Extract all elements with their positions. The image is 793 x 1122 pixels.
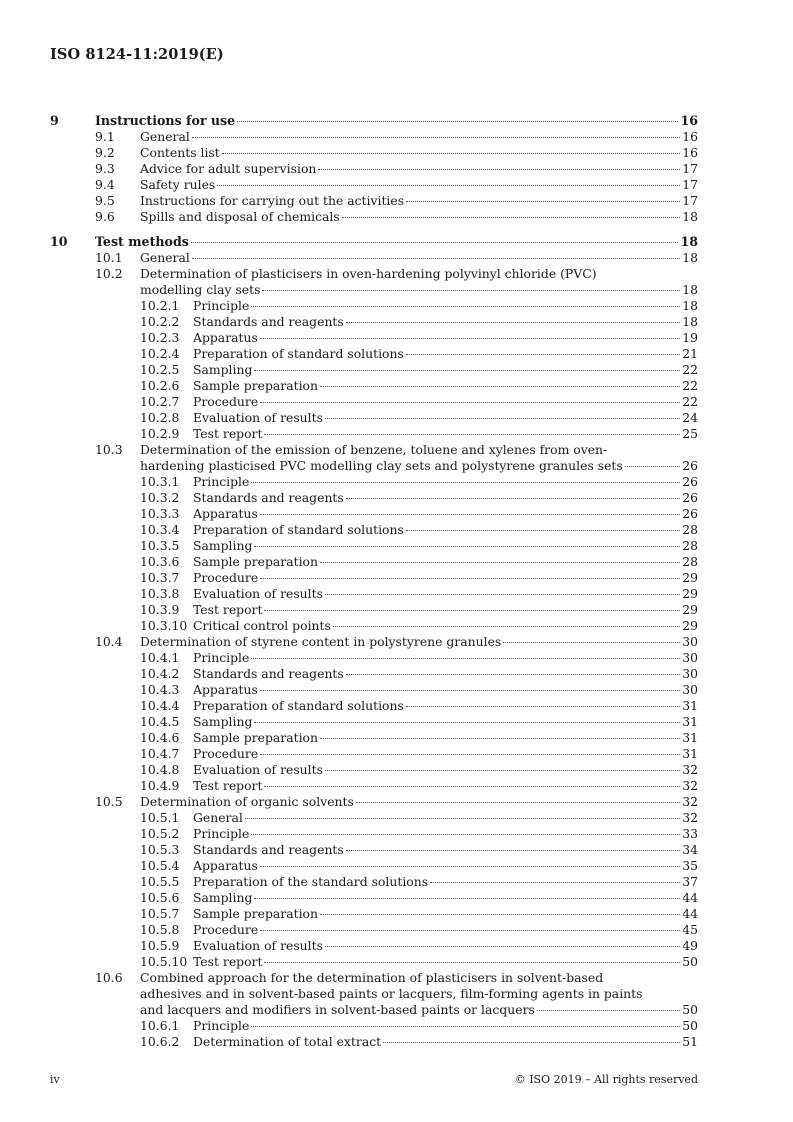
toc-entry[interactable] xyxy=(0,586,793,602)
toc-entry-page: 31 xyxy=(682,730,698,745)
toc-leader-dots xyxy=(262,290,680,291)
toc-entry[interactable] xyxy=(0,193,793,209)
toc-entry[interactable] xyxy=(0,410,793,426)
toc-entry-number: 10.4.2 xyxy=(140,666,180,681)
toc-leader-dots xyxy=(191,242,679,243)
toc-entry-title: Apparatus xyxy=(193,330,258,345)
toc-entry[interactable] xyxy=(0,426,793,442)
toc-entry-number: 10.3.10 xyxy=(140,618,188,633)
toc-entry[interactable] xyxy=(0,570,793,586)
toc-leader-dots xyxy=(342,217,680,218)
toc-entry-number: 10.2.2 xyxy=(140,314,180,329)
toc-entry-title: General xyxy=(193,810,243,825)
toc-entry[interactable] xyxy=(0,794,793,810)
toc-entry-page: 51 xyxy=(682,1034,698,1049)
toc-entry[interactable] xyxy=(0,113,793,129)
toc-entry[interactable] xyxy=(0,810,793,826)
toc-entry-title: Sample preparation xyxy=(193,730,318,745)
toc-entry[interactable] xyxy=(0,970,793,986)
toc-leader-dots xyxy=(406,201,680,202)
toc-entry-number: 9.4 xyxy=(95,177,115,192)
toc-entry[interactable] xyxy=(0,698,793,714)
toc-entry-page: 50 xyxy=(682,954,698,969)
toc-entry-number: 9.1 xyxy=(95,129,115,144)
toc-entry-number: 10.4.3 xyxy=(140,682,180,697)
toc-leader-dots xyxy=(260,578,680,579)
toc-entry-page: 16 xyxy=(680,113,698,128)
toc-entry-page: 30 xyxy=(682,634,698,649)
toc-leader-dots xyxy=(260,930,680,931)
toc-entry[interactable] xyxy=(0,858,793,874)
toc-leader-dots xyxy=(260,754,680,755)
toc-entry[interactable] xyxy=(0,938,793,954)
toc-entry-number: 9 xyxy=(50,113,59,128)
toc-leader-dots xyxy=(251,482,680,483)
toc-entry-number: 10.2.4 xyxy=(140,346,180,361)
toc-entry-title: Principle xyxy=(193,826,250,841)
toc-entry[interactable] xyxy=(0,874,793,890)
toc-entry-title: General xyxy=(140,250,190,265)
toc-entry-title: Determination of plasticisers in oven-hardening polyvinyl chloride (PVC) xyxy=(140,266,597,281)
toc-entry-title: Procedure xyxy=(193,922,259,937)
toc-entry-title: and lacquers and modifiers in solvent-based paints or lacquers xyxy=(140,1002,535,1017)
toc-entry-title: Preparation of the standard solutions xyxy=(193,874,429,889)
toc-entry-title: Apparatus xyxy=(193,506,258,521)
toc-entry-page: 45 xyxy=(682,922,698,937)
toc-entry-number: 10.3.7 xyxy=(140,570,180,585)
toc-leader-dots xyxy=(625,466,680,467)
toc-entry-number: 10.3.1 xyxy=(140,474,180,489)
toc-entry-title: adhesives and in solvent-based paints or lacquers, film-forming agents in paints xyxy=(140,986,643,1001)
toc-leader-dots xyxy=(346,674,680,675)
toc-leader-dots xyxy=(346,498,680,499)
toc-entry-page: 26 xyxy=(682,474,698,489)
toc-entry[interactable] xyxy=(0,538,793,554)
toc-entry-page: 21 xyxy=(682,346,698,361)
toc-entry-page: 17 xyxy=(682,193,698,208)
toc-leader-dots xyxy=(264,786,680,787)
toc-leader-dots xyxy=(251,834,680,835)
toc-leader-dots xyxy=(320,738,680,739)
toc-entry-page: 17 xyxy=(682,161,698,176)
toc-leader-dots xyxy=(260,402,680,403)
toc-leader-dots xyxy=(333,626,680,627)
toc-entry-page: 29 xyxy=(682,602,698,617)
toc-entry-title: Sampling xyxy=(193,714,253,729)
toc-entry-page: 16 xyxy=(682,129,698,144)
toc-entry-number: 10.2.5 xyxy=(140,362,180,377)
toc-leader-dots xyxy=(537,1010,680,1011)
toc-entry[interactable] xyxy=(0,209,793,225)
toc-entry-title: Sample preparation xyxy=(193,378,318,393)
toc-entry-title: Procedure xyxy=(193,394,259,409)
toc-entry-number: 10.6 xyxy=(95,970,123,985)
toc-entry[interactable] xyxy=(0,602,793,618)
toc-entry-page: 24 xyxy=(682,410,698,425)
toc-entry-title: Standards and reagents xyxy=(193,842,344,857)
toc-leader-dots xyxy=(260,866,680,867)
toc-entry-number: 10.4.9 xyxy=(140,778,180,793)
toc-entry-page: 33 xyxy=(682,826,698,841)
page-number: iv xyxy=(50,1073,60,1086)
toc-entry-title: Test report xyxy=(193,954,263,969)
toc-entry-number: 10.5.7 xyxy=(140,906,180,921)
toc-entry-page: 29 xyxy=(682,586,698,601)
toc-entry-page: 29 xyxy=(682,618,698,633)
toc-leader-dots xyxy=(260,690,680,691)
toc-leader-dots xyxy=(254,370,680,371)
toc-entry[interactable] xyxy=(0,1002,793,1018)
toc-entry[interactable] xyxy=(0,314,793,330)
toc-entry-number: 10.2.6 xyxy=(140,378,180,393)
toc-entry-title: modelling clay sets xyxy=(140,282,261,297)
toc-leader-dots xyxy=(264,434,680,435)
toc-entry-number: 10.3.4 xyxy=(140,522,180,537)
toc-entry-title: Principle xyxy=(193,1018,250,1033)
toc-entry-title: Safety rules xyxy=(140,177,216,192)
toc-entry-number: 10.3.2 xyxy=(140,490,180,505)
toc-entry-title: Principle xyxy=(193,474,250,489)
toc-entry-page: 28 xyxy=(682,538,698,553)
toc-leader-dots xyxy=(320,386,680,387)
toc-entry-page: 25 xyxy=(682,426,698,441)
toc-leader-dots xyxy=(406,354,680,355)
toc-entry[interactable] xyxy=(0,842,793,858)
toc-entry-page: 31 xyxy=(682,698,698,713)
toc-entry-page: 32 xyxy=(682,810,698,825)
toc-entry-title: Sample preparation xyxy=(193,554,318,569)
toc-entry-page: 16 xyxy=(682,145,698,160)
toc-entry-title: Preparation of standard solutions xyxy=(193,346,404,361)
toc-entry[interactable] xyxy=(0,506,793,522)
toc-entry-title: Principle xyxy=(193,298,250,313)
toc-entry[interactable] xyxy=(0,954,793,970)
toc-entry-page: 19 xyxy=(682,330,698,345)
toc-entry-number: 9.3 xyxy=(95,161,115,176)
toc-entry[interactable] xyxy=(0,234,793,250)
toc-entry-number: 10.2.7 xyxy=(140,394,180,409)
toc-entry-number: 10.2.1 xyxy=(140,298,180,313)
toc-entry-page: 18 xyxy=(682,298,698,313)
toc-entry-page: 18 xyxy=(682,314,698,329)
toc-leader-dots xyxy=(251,306,680,307)
toc-entry[interactable] xyxy=(0,161,793,177)
toc-entry-number: 10.5.1 xyxy=(140,810,180,825)
toc-entry[interactable] xyxy=(0,474,793,490)
toc-entry[interactable] xyxy=(0,826,793,842)
toc-entry[interactable] xyxy=(0,714,793,730)
toc-entry-page: 50 xyxy=(682,1018,698,1033)
toc-entry-title: Evaluation of results xyxy=(193,410,323,425)
toc-entry-number: 10 xyxy=(50,234,68,249)
toc-entry-page: 26 xyxy=(682,458,698,473)
toc-entry-title: Preparation of standard solutions xyxy=(193,522,404,537)
toc-entry-number: 10.3.5 xyxy=(140,538,180,553)
toc-entry-title: Determination of the emission of benzene, toluene and xylenes from oven- xyxy=(140,442,608,457)
toc-leader-dots xyxy=(320,562,680,563)
toc-leader-dots xyxy=(192,137,680,138)
toc-entry-number: 10.2.3 xyxy=(140,330,180,345)
toc-entry-page: 17 xyxy=(682,177,698,192)
toc-entry-page: 37 xyxy=(682,874,698,889)
toc-entry-page: 31 xyxy=(682,714,698,729)
toc-entry[interactable] xyxy=(0,906,793,922)
toc-entry-title: Evaluation of results xyxy=(193,762,323,777)
toc-entry-number: 10.4.6 xyxy=(140,730,180,745)
toc-entry-number: 10.5 xyxy=(95,794,123,809)
toc-entry-title: Spills and disposal of chemicals xyxy=(140,209,340,224)
toc-leader-dots xyxy=(346,850,680,851)
toc-entry-title: hardening plasticised PVC modelling clay sets and polystyrene granules sets xyxy=(140,458,623,473)
toc-entry-title: Determination of styrene content in polystyrene granules xyxy=(140,634,502,649)
toc-entry-page: 31 xyxy=(682,746,698,761)
toc-entry[interactable] xyxy=(0,554,793,570)
toc-entry-page: 30 xyxy=(682,682,698,697)
toc-entry-page: 28 xyxy=(682,554,698,569)
toc-entry-page: 32 xyxy=(682,794,698,809)
toc-entry-title: Advice for adult supervision xyxy=(140,161,317,176)
toc-entry-page: 18 xyxy=(680,234,698,249)
toc-entry[interactable] xyxy=(0,522,793,538)
toc-entry-page: 32 xyxy=(682,778,698,793)
document-header: ISO 8124-11:2019(E) xyxy=(50,46,224,63)
toc-entry-title: Sampling xyxy=(193,890,253,905)
toc-entry-page: 44 xyxy=(682,906,698,921)
toc-entry-page: 22 xyxy=(682,378,698,393)
toc-entry[interactable] xyxy=(0,1018,793,1034)
toc-entry-number: 10.5.2 xyxy=(140,826,180,841)
toc-entry[interactable] xyxy=(0,762,793,778)
toc-entry-title: Preparation of standard solutions xyxy=(193,698,404,713)
toc-leader-dots xyxy=(251,1026,680,1027)
toc-entry-number: 9.5 xyxy=(95,193,115,208)
toc-entry[interactable] xyxy=(0,634,793,650)
toc-entry-number: 10.1 xyxy=(95,250,123,265)
toc-entry-number: 10.5.6 xyxy=(140,890,180,905)
toc-entry-page: 44 xyxy=(682,890,698,905)
toc-leader-dots xyxy=(325,946,680,947)
toc-entry-title: Critical control points xyxy=(193,618,331,633)
toc-entry-page: 22 xyxy=(682,362,698,377)
toc-entry[interactable] xyxy=(0,282,793,298)
toc-entry-page: 26 xyxy=(682,490,698,505)
toc-entry-title: Instructions for use xyxy=(95,113,236,128)
toc-entry-title: Standards and reagents xyxy=(193,314,344,329)
toc-leader-dots xyxy=(260,514,680,515)
toc-leader-dots xyxy=(217,185,680,186)
toc-entry-title: Standards and reagents xyxy=(193,666,344,681)
toc-entry-page: 18 xyxy=(682,250,698,265)
toc-entry[interactable] xyxy=(0,330,793,346)
toc-entry-title: Test report xyxy=(193,426,263,441)
toc-leader-dots xyxy=(320,914,680,915)
toc-entry-page: 22 xyxy=(682,394,698,409)
toc-entry-page: 35 xyxy=(682,858,698,873)
toc-entry-title: Test report xyxy=(193,778,263,793)
toc-entry[interactable] xyxy=(0,298,793,314)
toc-entry-title: Principle xyxy=(193,650,250,665)
toc-entry-page: 50 xyxy=(682,1002,698,1017)
toc-leader-dots xyxy=(406,706,680,707)
toc-entry-page: 29 xyxy=(682,570,698,585)
toc-entry-page: 18 xyxy=(682,209,698,224)
toc-leader-dots xyxy=(222,153,680,154)
toc-entry[interactable] xyxy=(0,618,793,634)
toc-entry-number: 10.5.4 xyxy=(140,858,180,873)
toc-entry-title: Sampling xyxy=(193,538,253,553)
toc-entry-number: 10.4 xyxy=(95,634,123,649)
copyright-notice: © ISO 2019 – All rights reserved xyxy=(514,1073,698,1086)
toc-leader-dots xyxy=(346,322,680,323)
toc-entry[interactable] xyxy=(0,394,793,410)
toc-entry[interactable] xyxy=(0,250,793,266)
toc-entry-number: 10.5.9 xyxy=(140,938,180,953)
toc-leader-dots xyxy=(260,338,680,339)
toc-leader-dots xyxy=(383,1042,680,1043)
toc-leader-dots xyxy=(356,802,680,803)
toc-entry-number: 10.2.8 xyxy=(140,410,180,425)
toc-entry-number: 10.4.8 xyxy=(140,762,180,777)
toc-entry-title: Apparatus xyxy=(193,682,258,697)
toc-entry-number: 9.2 xyxy=(95,145,115,160)
toc-entry-title: Sampling xyxy=(193,362,253,377)
toc-entry-title: Sample preparation xyxy=(193,906,318,921)
toc-entry-title: Contents list xyxy=(140,145,220,160)
toc-entry-page: 26 xyxy=(682,506,698,521)
toc-leader-dots xyxy=(325,770,680,771)
toc-entry-number: 10.3.3 xyxy=(140,506,180,521)
toc-entry-page: 28 xyxy=(682,522,698,537)
toc-entry-number: 10.4.1 xyxy=(140,650,180,665)
toc-entry-title: Test methods xyxy=(95,234,189,249)
toc-entry-title: Instructions for carrying out the activities xyxy=(140,193,405,208)
toc-leader-dots xyxy=(254,722,680,723)
toc-entry-page: 34 xyxy=(682,842,698,857)
toc-entry-title: Evaluation of results xyxy=(193,586,323,601)
toc-entry[interactable] xyxy=(0,1034,793,1050)
toc-entry-number: 10.3.8 xyxy=(140,586,180,601)
toc-entry-title: Evaluation of results xyxy=(193,938,323,953)
toc-entry[interactable] xyxy=(0,458,793,474)
toc-entry-number: 10.5.8 xyxy=(140,922,180,937)
toc-leader-dots xyxy=(503,642,680,643)
toc-entry-title: Test report xyxy=(193,602,263,617)
toc-entry-number: 9.6 xyxy=(95,209,115,224)
toc-entry[interactable] xyxy=(0,922,793,938)
toc-entry-page: 32 xyxy=(682,762,698,777)
toc-entry-number: 10.6.1 xyxy=(140,1018,180,1033)
toc-leader-dots xyxy=(264,962,680,963)
toc-entry[interactable] xyxy=(0,378,793,394)
toc-entry[interactable] xyxy=(0,890,793,906)
toc-leader-dots xyxy=(318,169,680,170)
toc-entry-title: Procedure xyxy=(193,570,259,585)
toc-entry-page: 49 xyxy=(682,938,698,953)
toc-entry[interactable] xyxy=(0,666,793,682)
toc-entry-number: 10.2 xyxy=(95,266,123,281)
toc-entry-page: 30 xyxy=(682,666,698,681)
toc-leader-dots xyxy=(192,258,680,259)
toc-entry-title: Combined approach for the determination of plasticisers in solvent-based xyxy=(140,970,604,985)
toc-entry-number: 10.2.9 xyxy=(140,426,180,441)
toc-entry[interactable] xyxy=(0,362,793,378)
toc-leader-dots xyxy=(406,530,680,531)
toc-entry[interactable] xyxy=(0,266,793,282)
toc-entry-number: 10.3 xyxy=(95,442,123,457)
toc-entry-title: General xyxy=(140,129,190,144)
toc-entry-page: 30 xyxy=(682,650,698,665)
toc-entry[interactable] xyxy=(0,986,793,1002)
toc-entry[interactable] xyxy=(0,778,793,794)
toc-entry[interactable] xyxy=(0,145,793,161)
toc-entry[interactable] xyxy=(0,650,793,666)
toc-leader-dots xyxy=(264,610,680,611)
toc-entry-number: 10.3.9 xyxy=(140,602,180,617)
toc-entry-title: Standards and reagents xyxy=(193,490,344,505)
toc-leader-dots xyxy=(325,594,680,595)
toc-entry-number: 10.5.3 xyxy=(140,842,180,857)
toc-entry-number: 10.5.10 xyxy=(140,954,188,969)
toc-entry-number: 10.4.4 xyxy=(140,698,180,713)
toc-entry-title: Determination of organic solvents xyxy=(140,794,354,809)
toc-entry-number: 10.5.5 xyxy=(140,874,180,889)
toc-leader-dots xyxy=(251,658,680,659)
toc-entry[interactable] xyxy=(0,346,793,362)
toc-leader-dots xyxy=(254,898,680,899)
toc-entry[interactable] xyxy=(0,490,793,506)
toc-entry-title: Apparatus xyxy=(193,858,258,873)
toc-entry-title: Determination of total extract xyxy=(193,1034,382,1049)
toc-entry-number: 10.6.2 xyxy=(140,1034,180,1049)
toc-leader-dots xyxy=(237,121,678,122)
toc-leader-dots xyxy=(325,418,680,419)
toc-entry[interactable] xyxy=(0,442,793,458)
toc-entry-number: 10.4.5 xyxy=(140,714,180,729)
toc-entry-number: 10.4.7 xyxy=(140,746,180,761)
toc-entry[interactable] xyxy=(0,682,793,698)
toc-leader-dots xyxy=(245,818,680,819)
toc-entry-number: 10.3.6 xyxy=(140,554,180,569)
toc-entry[interactable] xyxy=(0,746,793,762)
toc-entry-title: Procedure xyxy=(193,746,259,761)
toc-entry-page: 18 xyxy=(682,282,698,297)
toc-entry[interactable] xyxy=(0,730,793,746)
toc-entry[interactable] xyxy=(0,129,793,145)
toc-entry[interactable] xyxy=(0,177,793,193)
toc-leader-dots xyxy=(254,546,680,547)
toc-leader-dots xyxy=(430,882,680,883)
